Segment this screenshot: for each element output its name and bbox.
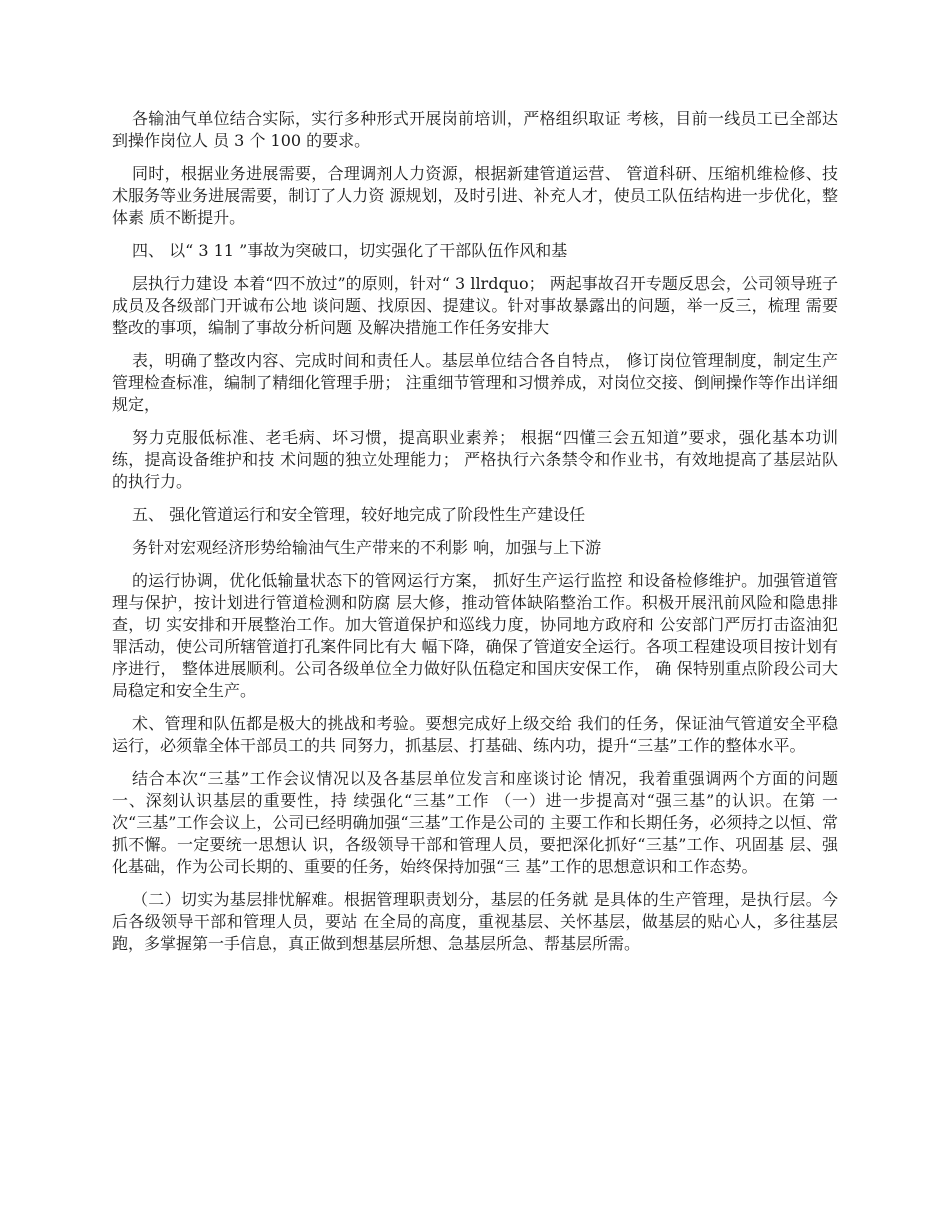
paragraph-pipeline-operations: 的运行协调，优化低输量状态下的管网运行方案， 抓好生产运行监控 和设备检修维护。加强管道管理与保护，按计划进行管道检测和防腐 层大修，推动管体缺陷整治工作。积极开展汛前风险和隐患排查，切 实安排和开展整治工作。加大管道保护和巡线力度，协同地方政府和 公安部门严厉打击盗油犯罪活动，使公司所辖管道打孔案件同比有大 幅下降，确保了管道安全运行。各项工程建设项目按计划有序进行， 整体进展顺利。公司各级单位全力做好队伍稳定和国庆安保工作， 确 保特别重点阶段公司大局稳定和安全生产。	[112, 571, 838, 700]
paragraph-training: 各输油气单位结合实际，实行多种形式开展岗前培训，严格组织取证 考核，目前一线员工已全部达到操作岗位人 员 3 个 100 的要求。	[112, 109, 838, 150]
paragraph-professionalism: 努力克服低标准、老毛病、坏习惯，提高职业素养； 根据“四懂三会五知道”要求，强化基本功训练，提高设备维护和技 术问题的独立处理能力； 严格执行六条禁令和作业书，有效地提高了基层站队的执行力。	[112, 428, 838, 491]
section-heading-five: 五、 强化管道运行和安全管理，较好地完成了阶段性生产建设任	[132, 505, 586, 524]
paragraph-execution-building: 层执行力建设 本着“四不放过”的原则，针对“ 3 llrdquo； 两起事故召开专题反思会，公司领导班子成员及各级部门开诚布公地 谈问题、找原因、提建议。针对事故暴露出的问题，举一反三，梳理 需要整改的事项，编制了事故分析问题 及解决措施工作任务安排大	[112, 274, 838, 337]
document-body	[112, 108, 838, 966]
paragraph-economic-situation: 务针对宏观经济形势给输油气生产带来的不利影 响，加强与上下游	[132, 538, 602, 557]
paragraph-challenges: 术、管理和队伍都是极大的挑战和考验。要想完成好上级交给 我们的任务，保证油气管道安全平稳运行，必须靠全体干部员工的共 同努力，抓基层、打基础、练内功，提升“三基”工作的整体水平。	[112, 714, 838, 755]
paragraph-rectification: 表，明确了整改内容、完成时间和责任人。基层单位结合各自特点， 修订岗位管理制度，制定生产管理检查标准，编制了精细化管理手册； 注重细节管理和习惯养成，对岗位交接、倒闸操作等作出详细规定，	[112, 351, 838, 414]
paragraph-grassroots-support: （二）切实为基层排忧解难。根据管理职责划分，基层的任务就 是具体的生产管理，是执行层。今后各级领导干部和管理人员，要站 在全局的高度，重视基层、关怀基层，做基层的贴心人，多往基层跑，多掌握第一手信息，真正做到想基层所想、急基层所急、帮基层所需。	[112, 890, 838, 953]
paragraph-three-basics: 结合本次“三基”工作会议情况以及各基层单位发言和座谈讨论 情况，我着重强调两个方面的问题 一、深刻认识基层的重要性，持 续强化“三基”工作 （一）进一步提高对“强三基”的认识。在第 一次“三基”工作会议上，公司已经明确加强“三基”工作是公司的 主要工作和长期任务，必须持之以恒、常抓不懈。一定要统一思想认 识，各级领导干部和管理人员，要把深化抓好“三基”工作、巩固基 层、强 化基础，作为公司长期的、重要的任务，始终保持加强“三 基”工作的思想意识和工作态势。	[112, 769, 838, 876]
paragraph-human-resources: 同时，根据业务进展需要，合理调剂人力资源，根据新建管道运营、 管道科研、压缩机维检修、技术服务等业务进展需要，制订了人力资 源规划，及时引进、补充人才，使员工队伍结构进一步优化，整体素 质不断提升。	[112, 164, 838, 227]
section-heading-four: 四、 以“ 3 11 ”事故为突破口，切实强化了干部队伍作风和基	[132, 241, 568, 260]
